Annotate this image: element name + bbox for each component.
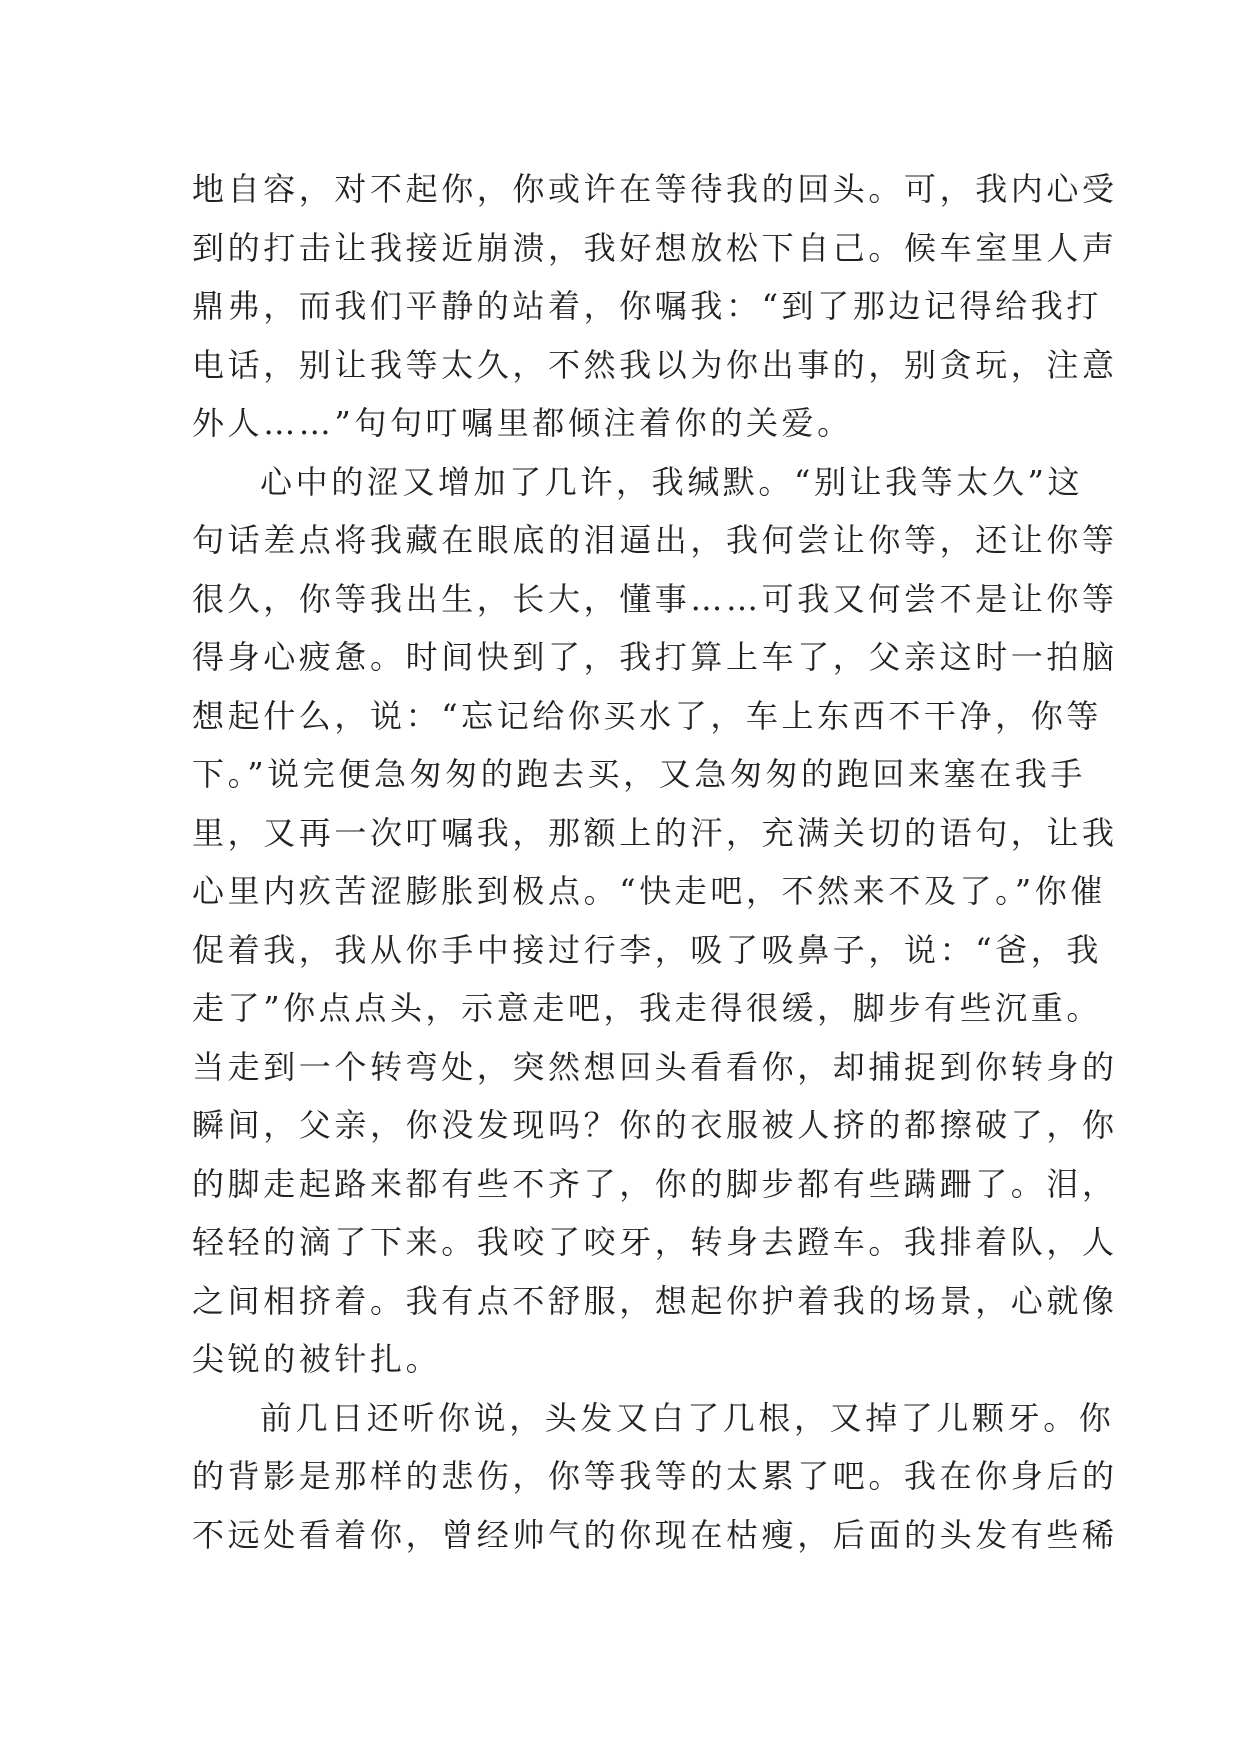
paragraph-start-line: 前几日还听你说，头发又白了几根，又掉了儿颗牙。你 [260, 1398, 1115, 1437]
text-line: 外人……”句句叮嘱里都倾注着你的关爱。 [192, 404, 853, 442]
text-line: 里，又再一次叮嘱我，那额上的汗，充满关切的语句，让我 [192, 813, 1118, 852]
text-line: 瞬间，父亲，你没发现吗？你的衣服被人挤的都擦破了，你 [192, 1106, 1118, 1144]
text-line: 不远处看着你，曾经帅气的你现在枯瘦，后面的头发有些稀 [192, 1515, 1118, 1554]
text-line: 当走到一个转弯处，突然想回头看看你，却捕捉到你转身的 [192, 1047, 1118, 1086]
text-line: 轻轻的滴了下来。我咬了咬牙，转身去蹬车。我排着队，人 [192, 1223, 1118, 1261]
text-line: 很久，你等我出生，长大，懂事……可我又何尝不是让你等 [192, 579, 1118, 618]
text-line: 促着我，我从你手中接过行李，吸了吸鼻子，说：“爸，我 [192, 930, 1102, 969]
text-line: 想起什么，说：“忘记给你买水了，车上东西不干净，你等 [192, 696, 1102, 735]
paragraph-start-line: 心中的涩又增加了几许，我缄默。“别让我等太久”这 [260, 462, 1084, 501]
text-line: 的脚走起路来都有些不齐了，你的脚步都有些蹒跚了。泪， [192, 1164, 1118, 1203]
text-line: 尖锐的被针扎。 [192, 1340, 442, 1378]
text-line: 得身心疲惫。时间快到了，我打算上车了，父亲这时一拍脑 [192, 638, 1118, 676]
text-line: 电话，别让我等太久，不然我以为你出事的，别贪玩，注意 [192, 345, 1118, 384]
text-line: 心里内疚苦涩膨胀到极点。“快走吧，不然来不及了。”你催 [192, 872, 1106, 910]
text-line: 之间相挤着。我有点不舒服，想起你护着我的场景，心就像 [192, 1281, 1118, 1320]
text-line: 鼎弗，而我们平静的站着，你嘱我：“到了那边记得给我打 [192, 287, 1102, 325]
text-line: 地自容，对不起你，你或许在等待我的回头。可，我内心受 [192, 170, 1118, 208]
text-line: 下。”说完便急匆匆的跑去买，又急匆匆的跑回来塞在我手 [192, 755, 1086, 793]
text-line: 到的打击让我接近崩溃，我好想放松下自己。候车室里人声 [192, 228, 1118, 267]
body-text [192, 160, 1118, 1564]
text-line: 的背影是那样的悲伤，你等我等的太累了吧。我在你身后的 [192, 1457, 1118, 1495]
text-line: 走了”你点点头，示意走吧，我走得很缓，脚步有些沉重。 [192, 989, 1102, 1027]
text-line: 句话差点将我藏在眼底的泪逼出，我何尝让你等，还让你等 [192, 521, 1118, 559]
